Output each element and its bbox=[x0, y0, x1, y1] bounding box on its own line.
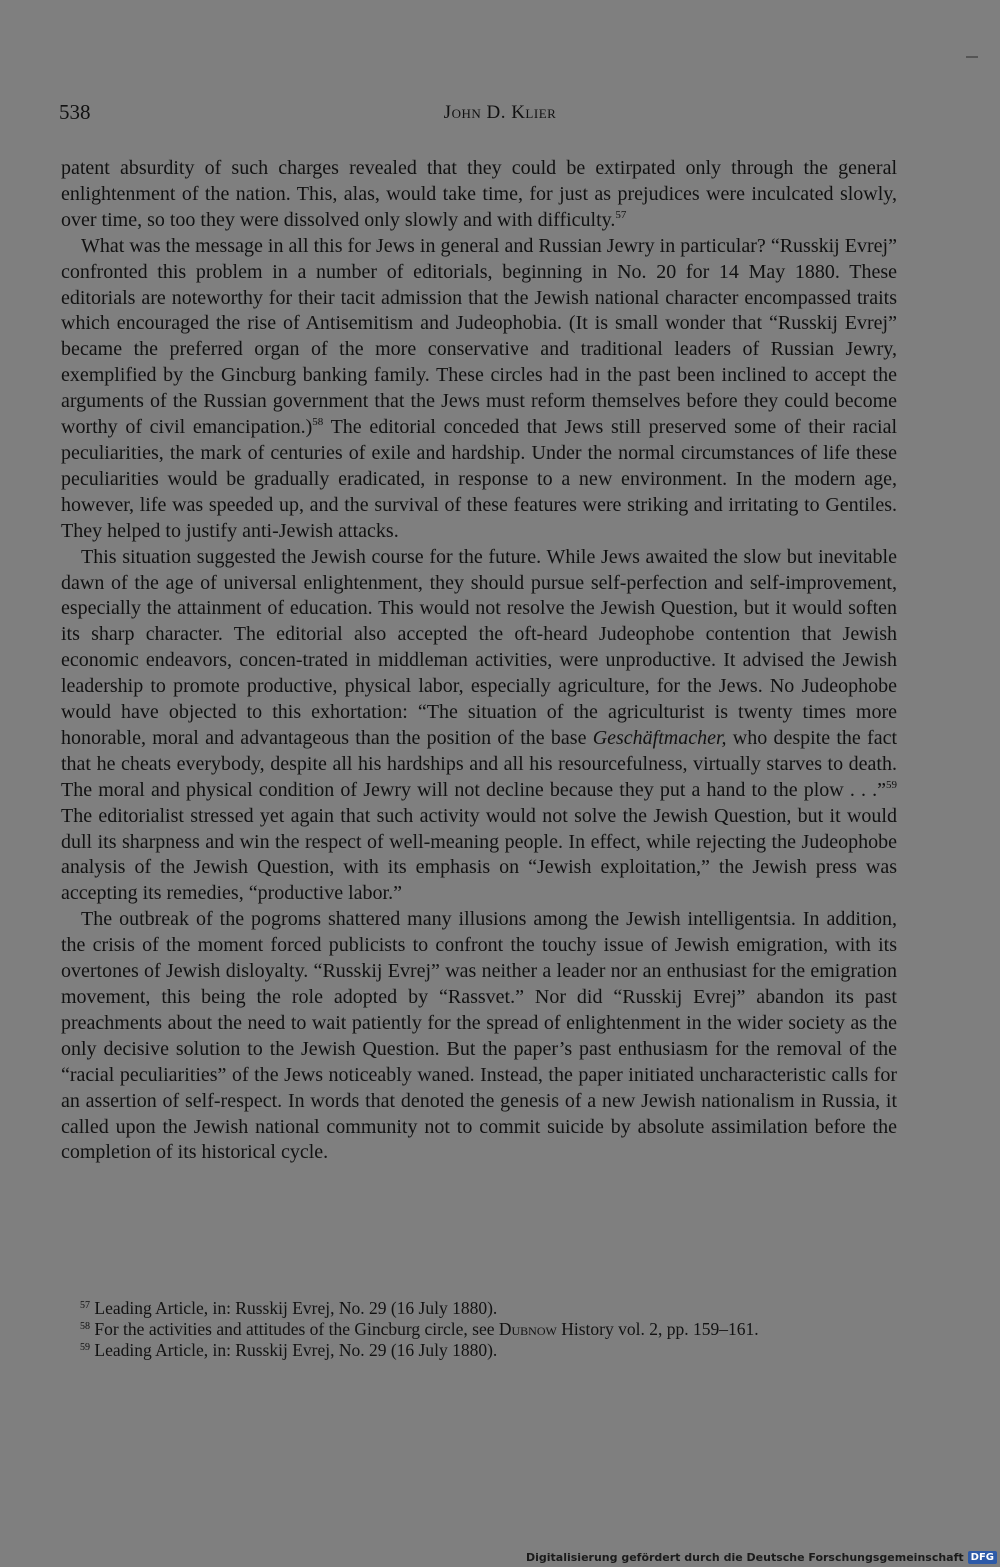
footnote bbox=[80, 1340, 900, 1361]
footnote bbox=[80, 1298, 900, 1319]
text-run: The outbreak of the pogroms shattered many illusions among the Jewish intelligentsia. In addition, the crisis of the moment forced publicists to confront the touchy issue of Jewish emigration, with its overtones of Jewish disloyalty. “Russkij Evrej” was neither a leader nor an enthusiast for the emigration movement, this being the role adopted by “Rassvet.” Nor did “Russkij Evrej” abandon its past preachments about the need to wait patiently for the spread of enlightenment in the wider society as the only decisive solution to the Jewish Question. But the paper’s past enthusiasm for the removal of the “racial peculiarities” of the Jews noticeably waned. Instead, the paper initiated uncharacteristic calls for an assertion of self-respect. In words that denoted the genesis of a new Jewish nationalism in Russia, it called upon the Jewish national community not to commit suicide by absolute assimilation before the completion of its historical cycle. bbox=[61, 908, 897, 1164]
digitization-credit bbox=[526, 1551, 997, 1564]
text-run: The editorial conceded that Jews still preserved some of their racial peculiarities, the mark of centuries of exile and hardship. Under the normal circumstances of life these peculiarities would be gradually eradicated, in response to a new environment. In the modern age, however, life was speeded up, and the survival of these features were striking and irritating to Gentiles. They helped to justify anti-Jewish attacks. bbox=[61, 416, 898, 542]
paragraph bbox=[61, 545, 897, 908]
footnote-text bbox=[90, 1319, 759, 1339]
footnote-text bbox=[90, 1340, 497, 1360]
paragraph bbox=[61, 907, 897, 1166]
text-run: Leading Article, in: Russkij Evrej, No. 29 (16 July 1880). bbox=[90, 1340, 498, 1360]
dfg-logo: DFG bbox=[968, 1551, 997, 1564]
scan-edge-mark bbox=[966, 56, 978, 58]
text-run: who despite the fact that he cheats everybody, despite all his hardships and all his resourcefulness, virtually starves to death. The moral and physical condition of Jewry will not decline because they put a hand to the plow . . .” bbox=[61, 726, 898, 801]
text-run: This situation suggested the Jewish course for the future. While Jews awaited the slow but inevitable dawn of the age of universal enlightenment, they should pursue self-perfection and self-improvement, especially the attainment of education. This would not resolve the Jewish Question, but it would soften its sharp character. The editorial also accepted the oft-heard Judeophobe contention that Jewish economic endeavors, concen-trated in middleman activities, were unproductive. It advised the Jewish leadership to promote productive, physical labor, especially agriculture, for the Jews. No Judeophobe would have objected to this exhortation: “The situation of the agriculturist is twenty times more honorable, moral and advantageous than the position of the base bbox=[61, 545, 897, 749]
text-run: patent absurdity of such charges revealed that they could be extirpated only through the general enlightenment of the nation. This, alas, would take time, for just as prejudices were inculcated slowly, over time, so too they were dissolved only slowly and with difficulty. bbox=[61, 157, 897, 231]
footnote-text bbox=[90, 1298, 497, 1318]
footnote-number: 59 bbox=[80, 1342, 90, 1353]
paragraph bbox=[61, 156, 897, 234]
footnote-number: 58 bbox=[80, 1321, 90, 1332]
footnote-number: 57 bbox=[80, 1300, 90, 1311]
page-number: 538 bbox=[59, 100, 91, 124]
footnotes bbox=[80, 1298, 900, 1361]
footnote-ref: 58 bbox=[312, 416, 324, 429]
footnote-ref: 59 bbox=[886, 778, 897, 791]
small-caps-text: Dubnow bbox=[498, 1319, 557, 1339]
running-head: John D. Klier bbox=[443, 102, 557, 123]
text-run: For the activities and attitudes of the Gincburg circle, see bbox=[90, 1319, 499, 1339]
text-run: What was the message in all this for Jews in general and Russian Jewry in particular? “Russkij Evrej” confronted this problem in a number of editorials, beginning in No. 20 for 14 May 1880. These editorials are noteworthy for their tacit admission that the Jewish national character encompassed traits which encouraged the rise of Antisemitism and Judeophobia. (It is small wonder that “Russkij Evrej” became the preferred organ of the more conservative and traditional leaders of Russian Jewry, exemplified by the Gincburg banking family. These circles had in the past been inclined to accept the arguments of the Russian government that the Jews must reform themselves before they could become worthy of civil emancipation.) bbox=[61, 234, 897, 439]
footnote-ref: 57 bbox=[615, 208, 627, 221]
italic-text: Geschäftmacher, bbox=[592, 726, 727, 749]
footnote bbox=[80, 1319, 900, 1340]
text-run: The editorialist stressed yet again that such activity would not solve the Jewish Question, but it would dull its sharpness and win the respect of well-meaning people. In effect, while rejecting the Judeophobe analysis of the Jewish Question, with its emphasis on “Jewish exploitation,” the Jewish press was accepting its remedies, “productive labor.” bbox=[61, 804, 897, 905]
body-text bbox=[61, 156, 897, 1166]
credit-text: Digitalisierung gefördert durch die Deutsche Forschungsgemeinschaft bbox=[525, 1551, 964, 1564]
paragraph bbox=[61, 234, 897, 545]
text-run: Leading Article, in: Russkij Evrej, No. 29 (16 July 1880). bbox=[90, 1298, 498, 1318]
text-run: History vol. 2, pp. 159–161. bbox=[556, 1319, 759, 1339]
